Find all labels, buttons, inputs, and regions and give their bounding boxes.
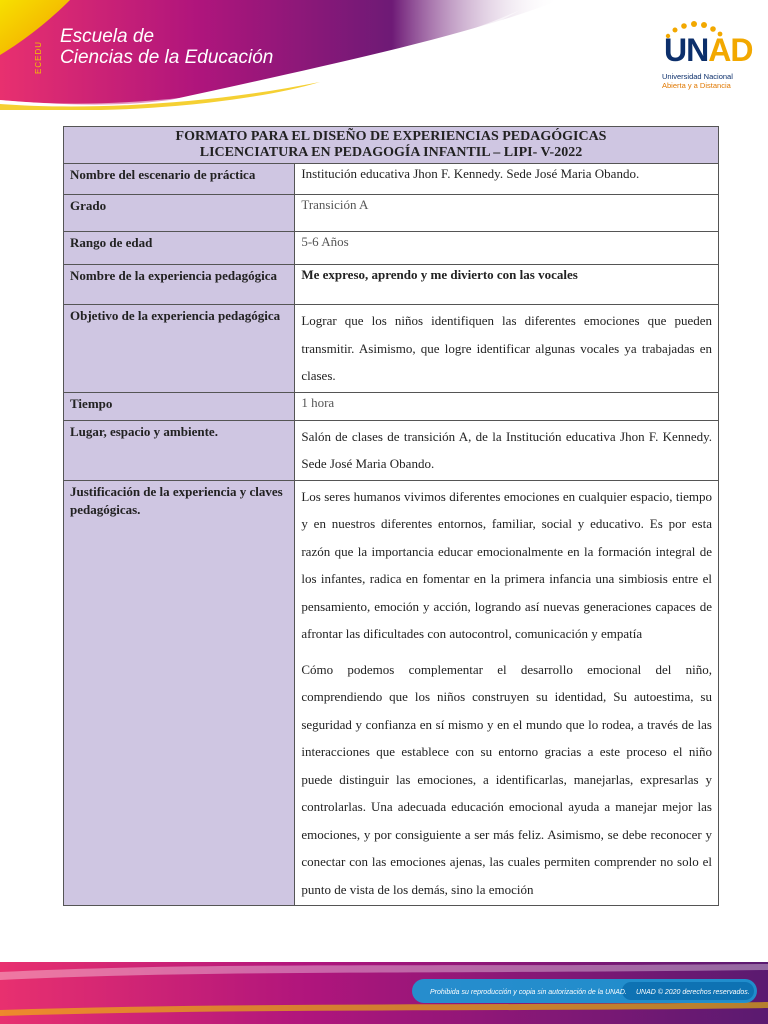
- objective-text: Lograr que los niños identifiquen las diferentes emociones que pueden transmitir. Asimismo, que logre identificar algunas vocales ya trabajadas en clases.: [301, 313, 712, 383]
- table-row: [64, 164, 719, 195]
- place-text: Salón de clases de transición A, de la Institución educativa Jhon F. Kennedy. Sede José Maria Obando.: [301, 428, 712, 471]
- table-row: [64, 195, 719, 232]
- experience-format-table: [63, 126, 719, 906]
- school-name: [60, 26, 273, 68]
- row-value: Institución educativa Jhon F. Kennedy. Sede José Maria Obando.: [295, 164, 719, 195]
- row-value: Transición A: [295, 195, 719, 232]
- row-value: Me expreso, aprendo y me divierto con las vocales: [295, 265, 719, 305]
- table-title-line2: LICENCIATURA EN PEDAGOGÍA INFANTIL – LIPI- V-2022: [199, 145, 583, 160]
- table-title-line1: FORMATO PARA EL DISEÑO DE EXPERIENCIAS PEDAGÓGICAS: [175, 129, 607, 144]
- row-value: [295, 305, 719, 393]
- logo-letters-ad: AD: [708, 32, 753, 68]
- unad-logo: [662, 20, 752, 100]
- row-label: Lugar, espacio y ambiente.: [64, 420, 295, 480]
- table-row: [64, 480, 719, 906]
- row-label: Rango de edad: [64, 232, 295, 265]
- table-row: [64, 305, 719, 393]
- header-banner: [0, 0, 768, 110]
- table-header-row: [64, 127, 719, 164]
- justification-paragraph-1: Los seres humanos vivimos diferentes emociones en cualquier espacio, tiempo y en nuestros diferentes entornos, familiar, social y educativo. Es por esta razón que la importancia educar emocionalmente en la formación integral de los infantes, radica en fomentar en la primera infancia una simbiosis entre el pensamiento, emoción y acción, logrando así nuevas generaciones capaces de afrontar las dificultades con autocontrol, comunicación y empatía: [301, 488, 712, 641]
- justification-paragraph-2: Cómo podemos complementar el desarrollo emocional del niño, comprendiendo que los niños construyen su identidad, Su autoestima, su seguridad y confianza en sí mismo y en el mundo que lo rodea, a través de las interacciones que establece con su entorno gracias a este proceso el niño puede distinguir las emociones, a identificarlas, manejarlas, expresarlas y controlarlas. Una adecuada educación emocional ayuda a manejar mejor las emociones, y por consiguiente a ser más feliz. Asimismo, se debe reconocer y conectar con las emociones ajenas, las cuales permiten comprender no solo el punto de vista de los demás, sino la emoción: [301, 661, 712, 897]
- table-row: [64, 265, 719, 305]
- row-value: [295, 420, 719, 480]
- footer-banner: [0, 962, 768, 1024]
- row-label: Objetivo de la experiencia pedagógica: [64, 305, 295, 393]
- logo-wordmark: [664, 32, 752, 69]
- table-row: [64, 232, 719, 265]
- table-title: [64, 127, 719, 164]
- logo-letter-n: N: [686, 32, 709, 68]
- logo-subtitle-2: Abierta y a Distancia: [662, 81, 731, 90]
- row-value: [295, 480, 719, 906]
- footer-notice: Prohibida su reproducción y copia sin autorización de la UNAD.: [430, 989, 627, 996]
- row-label: Grado: [64, 195, 295, 232]
- table-row: [64, 420, 719, 480]
- school-name-line2: Ciencias de la Educación: [60, 47, 274, 68]
- row-label: Justificación de la experiencia y claves pedagógicas.: [64, 480, 295, 906]
- school-name-line1: Escuela de: [60, 26, 155, 47]
- logo-subtitle-1: Universidad Nacional: [662, 72, 733, 81]
- row-value: 5-6 Años: [295, 232, 719, 265]
- row-value: 1 hora: [295, 392, 719, 420]
- row-label: Tiempo: [64, 392, 295, 420]
- footer-rights: UNAD © 2020 derechos reservados.: [636, 989, 750, 996]
- row-label: Nombre de la experiencia pedagógica: [64, 265, 295, 305]
- ecedu-vertical-text: ECEDU: [34, 40, 43, 74]
- row-label: Nombre del escenario de práctica: [64, 164, 295, 195]
- logo-letter-u: U: [664, 32, 687, 68]
- table-row: [64, 392, 719, 420]
